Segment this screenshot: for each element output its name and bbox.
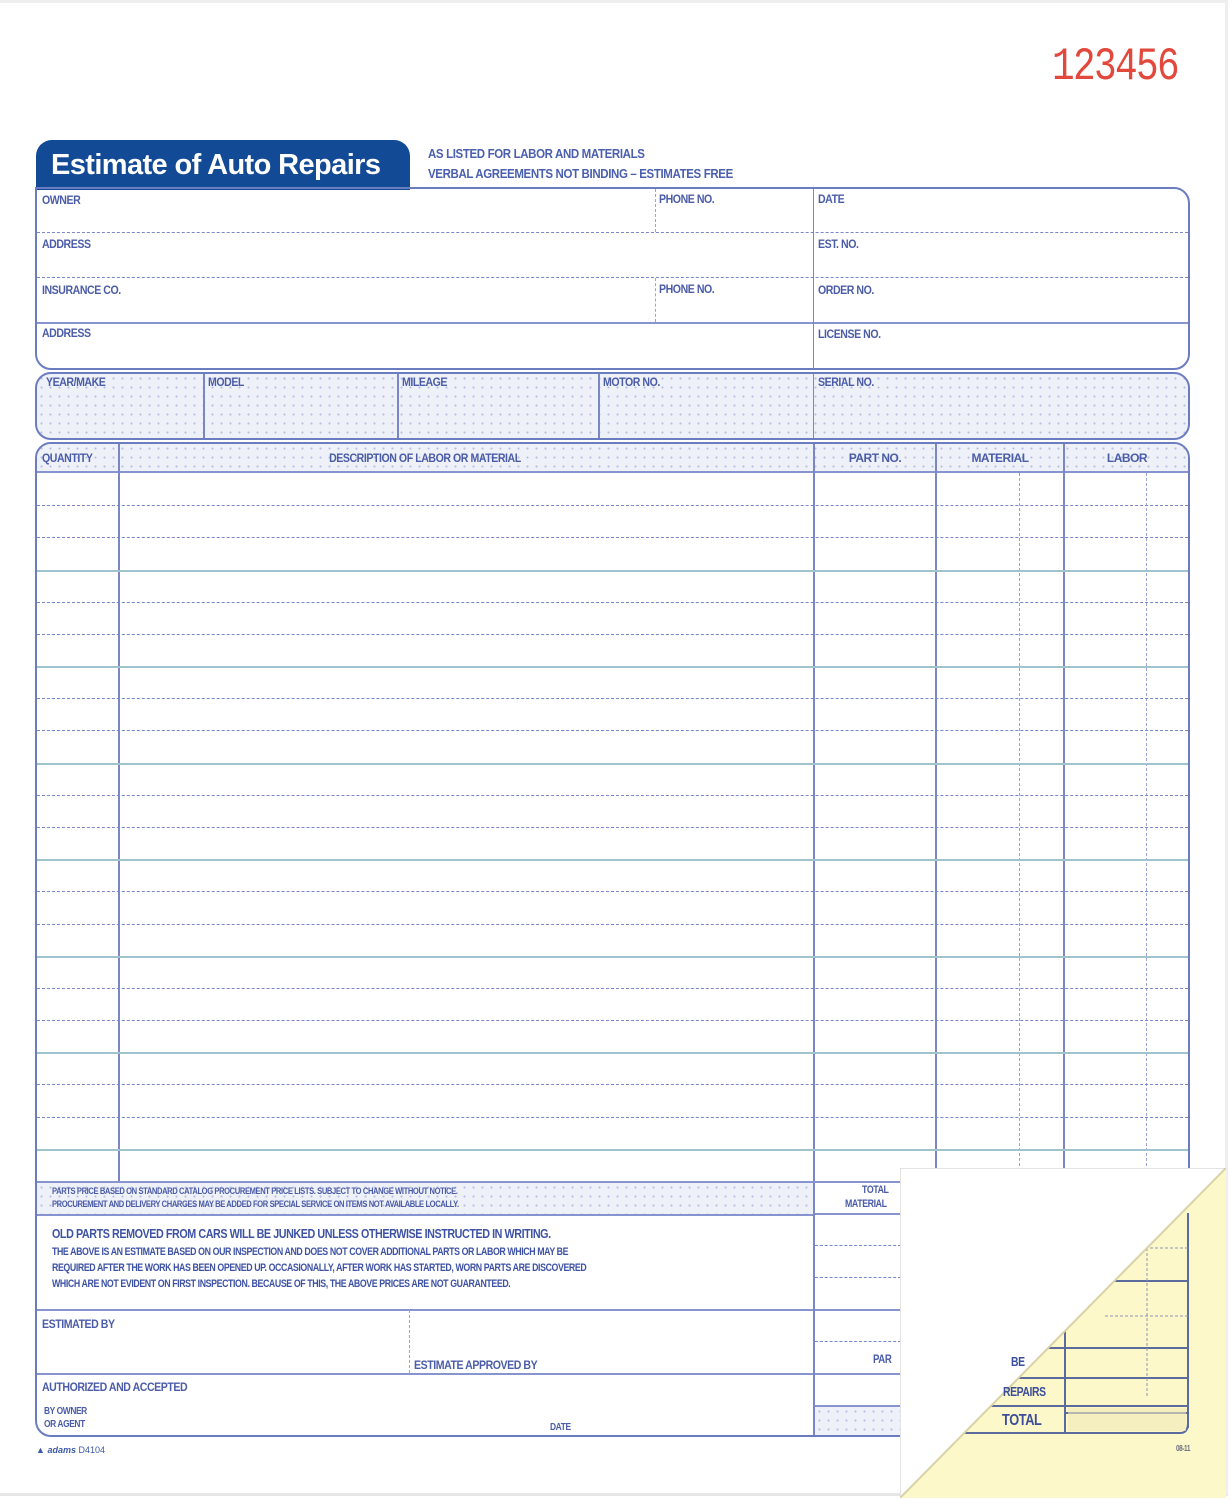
total-material-label-1: TOTAL (862, 1184, 889, 1196)
mileage-field[interactable]: MILEAGE (402, 375, 448, 389)
customer-info-box (35, 187, 1190, 370)
table-row[interactable] (37, 634, 1188, 666)
table-row[interactable] (37, 1020, 1188, 1052)
owner-address-field[interactable]: ADDRESS (42, 237, 91, 251)
table-row[interactable] (37, 698, 1188, 730)
divider (815, 1341, 901, 1342)
table-row[interactable] (37, 763, 1188, 795)
table-row[interactable] (37, 1084, 1188, 1116)
column-header-material: MATERIAL (971, 451, 1029, 465)
table-row[interactable] (37, 1052, 1188, 1084)
serial-no-field[interactable]: SERIAL NO. (818, 375, 874, 389)
divider (815, 1181, 901, 1183)
column-header-description: DESCRIPTION OF LABOR OR MATERIAL (329, 451, 521, 465)
parts-total-label: PAR (873, 1352, 892, 1366)
divider (37, 232, 1188, 233)
divider (598, 374, 600, 438)
year-make-field[interactable]: YEAR/MAKE (46, 375, 106, 389)
subtitle-line-2: VERBAL AGREEMENTS NOT BINDING – ESTIMATES FREE (428, 167, 733, 181)
grand-total-label: TOTAL (1002, 1412, 1042, 1429)
divider (37, 1214, 813, 1216)
table-row[interactable] (37, 730, 1188, 762)
disclaimer-line-3: WHICH ARE NOT EVIDENT ON FIRST INSPECTION. BECAUSE OF THIS, THE ABOVE PRICES ARE NOT GUARANTEED. (52, 1278, 511, 1290)
subtitle-line-1: AS LISTED FOR LABOR AND MATERIALS (428, 147, 645, 161)
table-row[interactable] (37, 473, 1188, 505)
owner-field[interactable]: OWNER (42, 193, 81, 207)
divider (815, 1309, 901, 1311)
divider (815, 1245, 901, 1246)
divider (815, 1373, 901, 1375)
table-row[interactable] (37, 891, 1188, 923)
junk-notice: OLD PARTS REMOVED FROM CARS WILL BE JUNKED UNLESS OTHERWISE INSTRUCTED IN WRITING. (52, 1227, 551, 1241)
form-title: Estimate of Auto Repairs (51, 149, 381, 181)
table-row[interactable] (37, 924, 1188, 956)
table-row[interactable] (37, 602, 1188, 634)
divider (37, 1373, 813, 1375)
divider (813, 374, 814, 438)
column-header-quantity: QUANTITY (42, 451, 93, 465)
table-row[interactable] (37, 795, 1188, 827)
est-no-field[interactable]: EST. NO. (818, 237, 859, 251)
divider (37, 1309, 813, 1311)
date-field[interactable]: DATE (818, 192, 845, 206)
labor-total-label: BE (1011, 1354, 1025, 1369)
divider (815, 1213, 901, 1215)
table-row[interactable] (37, 988, 1188, 1020)
table-row[interactable] (37, 505, 1188, 537)
table-row[interactable] (37, 537, 1188, 569)
serial-number: 123456 (1052, 41, 1178, 93)
table-row[interactable] (37, 859, 1188, 891)
estimate-approved-by-field[interactable]: ESTIMATE APPROVED BY (414, 1358, 538, 1372)
table-row[interactable] (37, 666, 1188, 698)
authorized-accepted-field[interactable]: AUTHORIZED AND ACCEPTED (42, 1380, 188, 1394)
form-title-tab (36, 140, 410, 190)
carbon-form-code: 08-11 (1176, 1444, 1191, 1453)
table-row[interactable] (37, 956, 1188, 988)
carbon-copy-fold (900, 1168, 1226, 1498)
price-note-2: PROCUREMENT AND DELIVERY CHARGES MAY BE ADDED FOR SPECIAL SERVICE ON ITEMS NOT AVAILABLE LOCALLY. (52, 1199, 459, 1210)
insurance-address-field[interactable]: ADDRESS (42, 326, 91, 340)
total-material-label-2: MATERIAL (845, 1198, 887, 1210)
table-row[interactable] (37, 1117, 1188, 1149)
divider (37, 322, 1188, 324)
disclaimer-line-1: THE ABOVE IS AN ESTIMATE BASED ON OUR INSPECTION AND DOES NOT COVER ADDITIONAL PARTS OR LABOR WHICH MAY BE (52, 1246, 569, 1258)
brand-name: adams (47, 1445, 76, 1455)
insurance-co-field[interactable]: INSURANCE CO. (42, 283, 121, 297)
motor-no-field[interactable]: MOTOR NO. (603, 375, 660, 389)
divider (813, 189, 814, 369)
owner-phone-field[interactable]: PHONE NO. (659, 192, 715, 206)
divider (37, 277, 1188, 278)
estimated-by-field[interactable]: ESTIMATED BY (42, 1317, 115, 1331)
table-row[interactable] (37, 827, 1188, 859)
divider (203, 374, 205, 438)
license-no-field[interactable]: LICENSE NO. (818, 327, 881, 341)
order-no-field[interactable]: ORDER NO. (818, 283, 874, 297)
date-label[interactable]: DATE (550, 1421, 571, 1433)
divider (655, 189, 656, 232)
divider (397, 374, 399, 438)
divider (815, 1277, 901, 1278)
table-row[interactable] (37, 570, 1188, 602)
disclaimer-line-2: REQUIRED AFTER THE WORK HAS BEEN OPENED UP. OCCASIONALLY, AFTER WORK HAS STARTED, WORN PARTS ARE DISCOVERED (52, 1262, 587, 1274)
insurance-phone-field[interactable]: PHONE NO. (659, 282, 715, 296)
divider (409, 1310, 410, 1373)
divider (655, 278, 656, 322)
brand-mark-icon: ▲ (36, 1445, 45, 1455)
brand-logo (36, 1445, 105, 1455)
model-field[interactable]: MODEL (208, 375, 244, 389)
repairs-total-label: REPAIRS (1003, 1384, 1046, 1399)
form-code: D4104 (78, 1445, 106, 1455)
column-header-labor: LABOR (1106, 451, 1148, 465)
column-header-part-no: PART NO. (848, 451, 902, 465)
price-note-1: PARTS PRICE BASED ON STANDARD CATALOG PROCUREMENT PRICE LISTS. SUBJECT TO CHANGE WITHOUT NOTICE. (52, 1186, 458, 1197)
grand-total-shade (815, 1407, 901, 1435)
or-agent-label: OR AGENT (44, 1418, 85, 1430)
by-owner-label: BY OWNER (44, 1405, 87, 1417)
